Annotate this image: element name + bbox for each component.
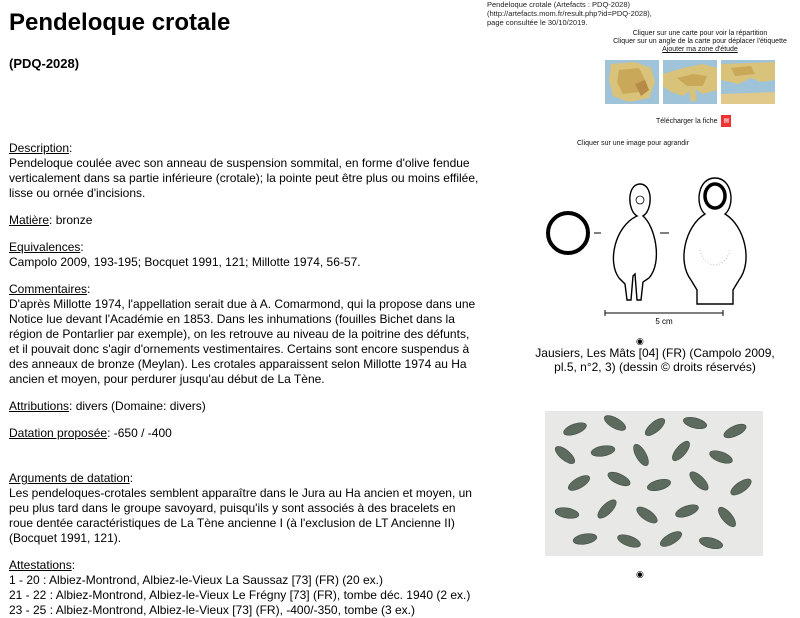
download-sheet[interactable] (656, 115, 731, 127)
enlarge-hint: Cliquer sur une image pour agrandir (577, 140, 690, 147)
description-text: Pendeloque coulée avec son anneau de suspension sommital, en forme d'olive fendue verticalement dans sa partie inférieure (crotale); la pointe peut être plus ou moins effilée, lisse ou ornée d'incisions. (9, 156, 479, 200)
pendant-front-drawing (613, 184, 656, 300)
artefact-drawing[interactable] (545, 170, 785, 330)
attestation-item[interactable]: 1 - 20 : Albiez-Montrond, Albiez-le-Vieux La Saussaz [73] (FR) (20 ex.) (9, 573, 383, 587)
equivalences-text: Campolo 2009, 193-195; Bocquet 1991, 121; Millotte 1974, 56-57. (9, 255, 361, 269)
attributions-section: Attributions: divers (Domaine: divers) (9, 399, 206, 413)
equivalences-section: Equivalences: Campolo 2009, 193-195; Bocquet 1991, 121; Millotte 1974, 56-57. (9, 240, 361, 269)
attributions-label: Attributions (9, 399, 70, 413)
map-hint-1: Cliquer sur une carte pour voir la répartition (632, 30, 768, 37)
matiere-label: Matière (9, 213, 50, 227)
matiere-section: Matière: bronze (9, 213, 93, 227)
camera-icon[interactable]: ◉ (636, 569, 644, 579)
attestation-item[interactable]: 23 - 25 : Albiez-Montrond, Albiez-le-Vieux [73] (FR), -400/-350, tombe (3 ex.) (9, 603, 415, 617)
matiere-value: bronze (55, 213, 93, 227)
map-hint-2: Cliquer sur un angle de la carte pour déplacer l'étiquette (613, 38, 787, 45)
map-thumbnail-france[interactable] (605, 60, 659, 104)
datation-section: Datation proposée: -650 / -400 (9, 426, 172, 440)
equivalences-label: Equivalences (9, 240, 81, 254)
artefact-code: (PDQ-2028) (9, 56, 80, 71)
download-label[interactable]: Télécharger la fiche (656, 117, 718, 125)
citation: Pendeloque crotale (Artefacts : PDQ-2028) (http://artefacts.mom.fr/result.php?id=PDQ-2028), page consultée le 30/10/2019. (487, 0, 652, 27)
map-thumbnail-europe[interactable] (663, 60, 717, 104)
datation-value: -650 / -400 (113, 426, 172, 440)
attestation-item[interactable]: 21 - 22 : Albiez-Montrond, Albiez-le-Vieux Le Frégny [73] (FR), tombe déc. 1940 (2 ex.) (9, 588, 471, 602)
attributions-value: divers (Domaine: divers) (75, 399, 206, 413)
description-section: Description: Pendeloque coulée avec son anneau de suspension sommital, en forme d'olive fendue verticalement dans sa partie inférieure (crotale); la pointe peut être plus ou moins effilée, lisse ou ornée d'incisions. (9, 141, 479, 200)
image-caption: Jausiers, Les Mâts [04] (FR) (Campolo 2009, pl.5, n°2, 3) (dessin © droits réservés) (535, 346, 775, 374)
distribution-maps (605, 60, 800, 104)
scale-bar (605, 310, 723, 316)
map-instructions (600, 30, 800, 54)
pdf-icon[interactable]: ▤ (721, 115, 731, 127)
attestations-label: Attestations (9, 558, 72, 572)
scale-label: 5 cm (655, 317, 673, 326)
pendant-side-drawing (684, 178, 746, 304)
arguments-text: Les pendeloques-crotales semblent apparaître dans le Jura au Ha ancien et moyen, un peu plus tard dans le groupe savoyard, puisqu'ils y sont associés à des bracelets en roue dentée caractéristiques de La Tène ancienne I (à l'exclusion de LT Ancienne II) (Bocquet 1991, 121). (9, 486, 472, 545)
main-content (9, 0, 479, 618)
camera-icon[interactable]: ◉ (636, 336, 644, 346)
artefact-photo[interactable] (545, 411, 763, 556)
ring-section-drawing (548, 213, 588, 253)
map-thumbnail-mediterranean[interactable] (721, 60, 775, 104)
arguments-section: Arguments de datation: Les pendeloques-crotales semblent apparaître dans le Jura au Ha ancien et moyen, un peu plus tard dans le groupe savoyard, puisqu'ils y sont associés à des bracelets en roue dentée caractéristiques de La Tène ancienne I (à l'exclusion de LT Ancienne II) (Bocquet 1991, 121). (9, 471, 472, 545)
attestations-section: Attestations: 1 - 20 : Albiez-Montrond, Albiez-le-Vieux La Saussaz [73] (FR) (20 ex.) 21 - 22 : Albiez-Montrond, Albiez-le-Vieux Le Frégny [73] (FR), tombe déc. 1940 (2 ex.) 23 - 25 : Albiez-Montrond, Albiez-le-Vieux [73] (FR), -400/-350, tombe (3 ex.) (9, 558, 479, 618)
commentaires-label: Commentaires (9, 282, 88, 296)
datation-label: Datation proposée (9, 426, 108, 440)
arguments-label: Arguments de datation (9, 471, 130, 485)
add-zone-link[interactable]: Ajouter ma zone d'étude (662, 46, 738, 53)
commentaires-section: Commentaires: D'après Millotte 1974, l'appellation serait due à A. Comarmond, qui la propose dans une Notice lue devant l'Académie en 1853. Dans les inhumations (fouilles Bichet dans la région de Pontarlier par exemple), on les retrouve au niveau de la poitrine des défunts, et il pouvait donc s'agir d'ornements vestimentaires. Certains sont encore suspendus à des anneaux de bronze (Meylan). Les crotales apparaissent selon Millotte 1974 au Ha ancien et moyen, pour perdurer jusqu'au début de La Tène. (9, 282, 476, 386)
page-title: Pendeloque crotale (9, 9, 231, 36)
commentaires-text: D'après Millotte 1974, l'appellation serait due à A. Comarmond, qui la propose dans une Notice lue devant l'Académie en 1853. Dans les inhumations (fouilles Bichet dans la région de Pontarlier par exemple), on les retrouve au niveau de la poitrine des défunts, et il pouvait donc s'agir d'ornements vestimentaires. Certains sont encore suspendus à des anneaux de bronze (Meylan). Les crotales apparaissent selon Millotte 1974 au Ha ancien et moyen, pour perdurer jusqu'au début de La Tène. (9, 297, 476, 386)
description-label: Description (9, 141, 70, 155)
